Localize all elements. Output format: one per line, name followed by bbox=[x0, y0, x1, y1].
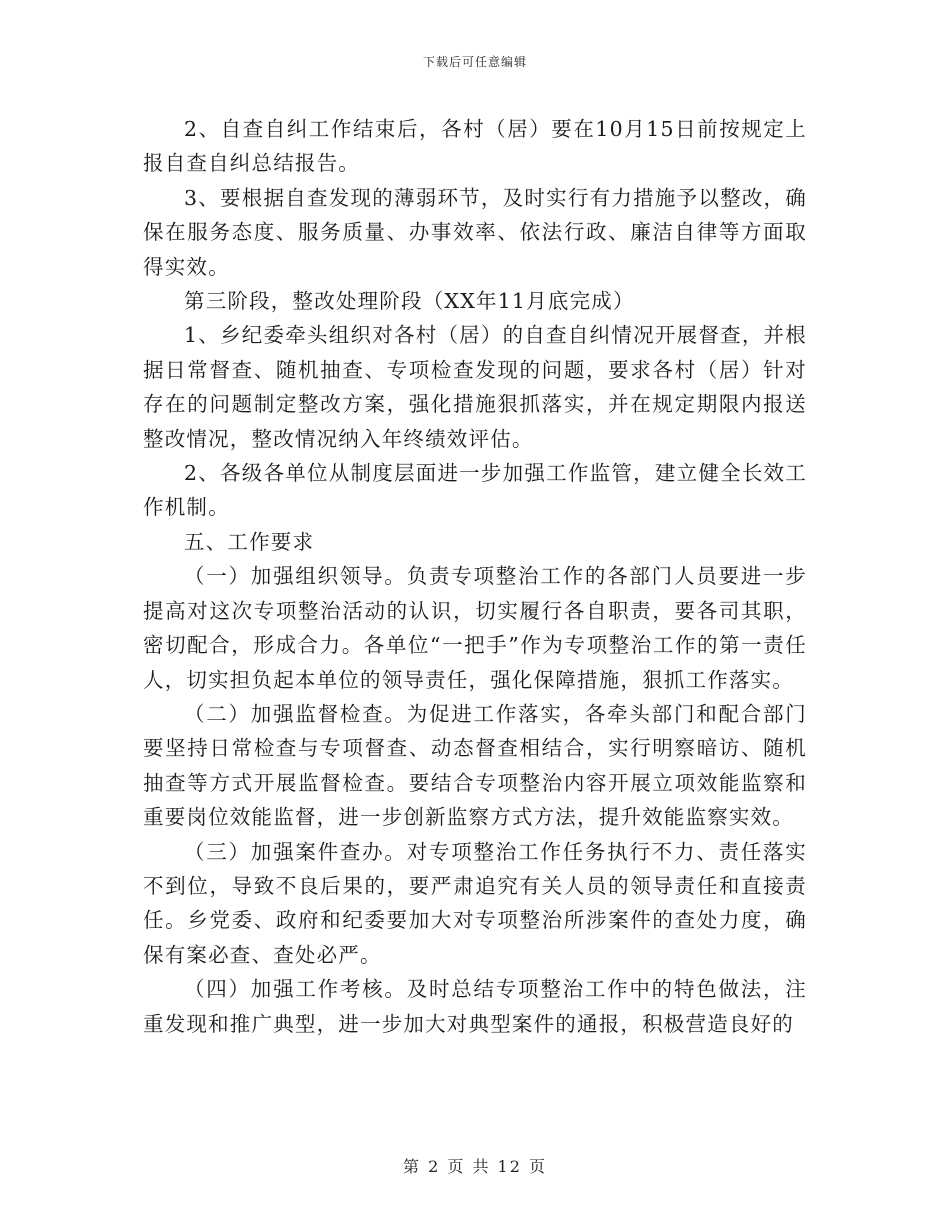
document-body bbox=[143, 112, 807, 1041]
paragraph-assessment: （四）加强工作考核。及时总结专项整治工作中的特色做法，注重发现和推广典型，进一步加大对典型案件的通报，积极营造良好的 bbox=[143, 977, 807, 1036]
paragraph-stage-three-heading: 第三阶段，整改处理阶段（XX年11月底完成） bbox=[184, 289, 635, 314]
paragraph-rectification: 3、要根据自查发现的薄弱环节，及时实行有力措施予以整改，确保在服务态度、服务质量、办事效率、依法行政、廉洁自律等方面取得实效。 bbox=[143, 185, 807, 279]
paragraph-case-handling: （三）加强案件查办。对专项整治工作任务执行不力、责任落实不到位，导致不良后果的，要严肃追究有关人员的领导责任和直接责任。乡党委、政府和纪委要加大对专项整治所涉案件的查处力度，确保有案必查、查处必严。 bbox=[143, 839, 807, 967]
page-header-note: 下载后可任意编辑 bbox=[422, 55, 527, 69]
paragraph-supervision: （二）加强监督检查。为促进工作落实，各牵头部门和配合部门要坚持日常检查与专项督查、动态督查相结合，实行明察暗访、随机抽查等方式开展监督检查。要结合专项整治内容开展立项效能监察和重要岗位效能监督，进一步创新监察方式方法，提升效能监察实效。 bbox=[143, 701, 807, 830]
page-number: 第 2 页 共 12 页 bbox=[403, 1157, 547, 1176]
paragraph-self-check-report: 2、自查自纠工作结束后，各村（居）要在10月15日前按规定上报自查自纠总结报告。 bbox=[143, 117, 807, 176]
paragraph-mechanism: 2、各级各单位从制度层面进一步加强工作监管，建立健全长效工作机制。 bbox=[143, 461, 807, 520]
section-heading-work-requirements: 五、工作要求 bbox=[184, 529, 315, 554]
paragraph-inspection: 1、乡纪委牵头组织对各村（居）的自查自纠情况开展督查，并根据日常督查、随机抽查、专项检查发现的问题，要求各村（居）针对存在的问题制定整改方案，强化措施狠抓落实，并在规定期限内报送整改情况，整改情况纳入年终绩效评估。 bbox=[143, 323, 807, 451]
paragraph-organization-leadership: （一）加强组织领导。负责专项整治工作的各部门人员要进一步提高对这次专项整治活动的认识，切实履行各自职责，要各司其职，密切配合，形成合力。各单位“一把手”作为专项整治工作的第一责任人，切实担负起本单位的领导责任，强化保障措施，狠抓工作落实。 bbox=[143, 564, 807, 692]
